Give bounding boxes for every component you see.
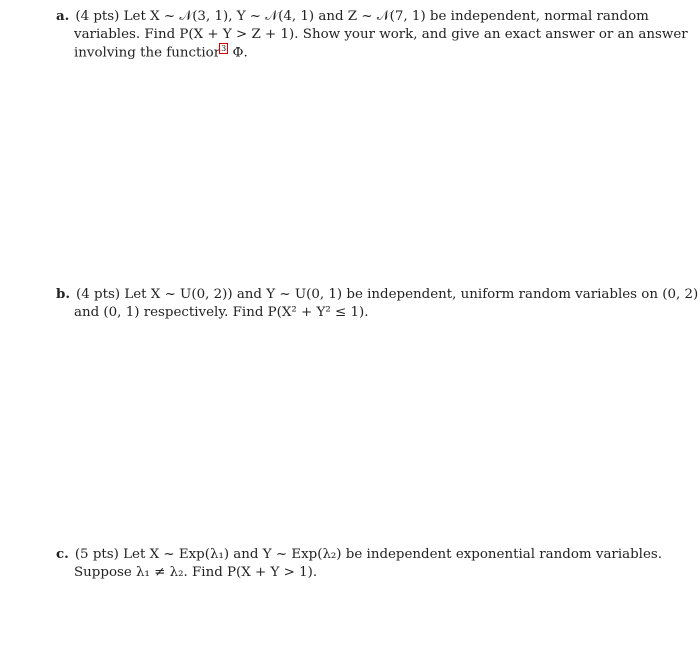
problem-a-line-3 xyxy=(56,43,646,62)
problem-b-line-2: and (0, 1) respectively. Find P(X² + Y² ≤ 1). xyxy=(74,304,369,320)
problem-a-label: a. xyxy=(56,8,70,24)
problem-c-text-1: (5 pts) Let X ~ Exp(λ₁) and Y ~ Exp(λ₂) be independent exponential random variables. xyxy=(74,547,663,562)
problem-a-line-2: variables. Find P(X + Y > Z + 1). Show your work, and give an exact answer or an answer xyxy=(74,26,688,42)
problem-c-label: c. xyxy=(56,546,69,562)
problem-a-text-1: (4 pts) Let X ~ 𝒩(3, 1), Y ~ 𝒩(4, 1) and Z ~ 𝒩(7, 1) be independent, normal random xyxy=(75,9,649,24)
problem-c xyxy=(56,546,663,581)
problem-a-text-3: involving the functior xyxy=(74,45,221,61)
problem-b-text-1: (4 pts) Let X ~ U(0, 2)) and Y ~ U(0, 1) be independent, uniform random variables on (0, 2) xyxy=(76,287,699,302)
problem-b-line-1 xyxy=(56,286,699,304)
problem-a xyxy=(56,8,688,62)
problem-a-text-3b: Φ. xyxy=(228,45,248,61)
problem-c-line-2: Suppose λ₁ ≠ λ₂. Find P(X + Y > 1). xyxy=(74,564,318,580)
problem-a-line-1 xyxy=(56,8,649,26)
footnote-link[interactable]: 3 xyxy=(221,44,227,53)
problem-b-label: b. xyxy=(56,286,71,302)
problem-b xyxy=(56,286,699,321)
problem-c-line-1 xyxy=(56,546,663,564)
